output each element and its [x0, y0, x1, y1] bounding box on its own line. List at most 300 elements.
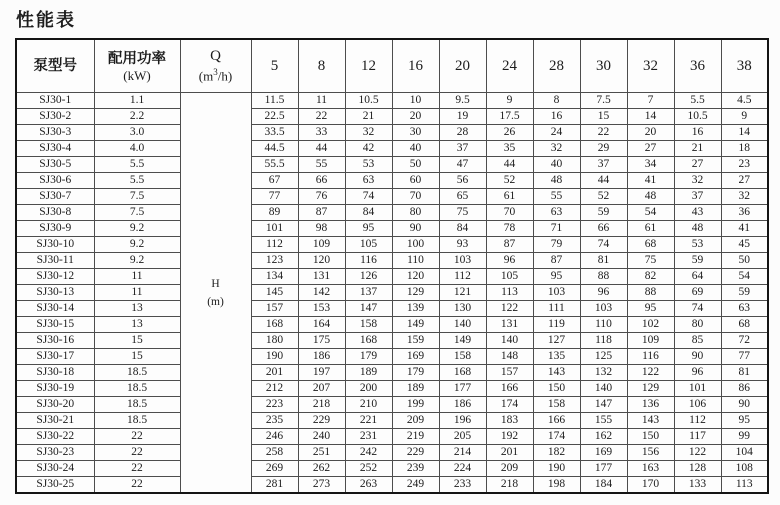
head-value-cell: 95	[627, 301, 674, 317]
head-value-cell: 75	[439, 205, 486, 221]
head-value-cell: 214	[439, 445, 486, 461]
head-value-cell: 218	[298, 397, 345, 413]
head-value-cell: 35	[486, 141, 533, 157]
table-row	[16, 445, 768, 461]
head-value-cell: 281	[251, 477, 298, 494]
table-header	[16, 39, 768, 93]
head-value-cell: 37	[439, 141, 486, 157]
head-value-cell: 80	[392, 205, 439, 221]
header-flow-value: 5	[251, 39, 298, 93]
model-cell: SJ30-7	[16, 189, 94, 205]
model-cell: SJ30-11	[16, 253, 94, 269]
header-flow-q	[180, 39, 251, 93]
model-cell: SJ30-18	[16, 365, 94, 381]
head-value-cell: 84	[439, 221, 486, 237]
head-value-cell: 77	[721, 349, 768, 365]
model-cell: SJ30-24	[16, 461, 94, 477]
head-value-cell: 24	[533, 125, 580, 141]
header-flow-value: 24	[486, 39, 533, 93]
header-power-label: 配用功率	[108, 50, 166, 67]
table-row	[16, 317, 768, 333]
power-cell: 22	[94, 445, 180, 461]
head-value-cell: 18	[721, 141, 768, 157]
head-value-cell: 116	[345, 253, 392, 269]
head-value-cell: 131	[298, 269, 345, 285]
head-value-cell: 112	[251, 237, 298, 253]
head-value-cell: 143	[627, 413, 674, 429]
head-value-cell: 7.5	[580, 93, 627, 109]
head-value-cell: 136	[627, 397, 674, 413]
head-value-cell: 129	[392, 285, 439, 301]
head-value-cell: 50	[721, 253, 768, 269]
head-value-cell: 133	[674, 477, 721, 494]
table-row	[16, 477, 768, 494]
power-cell: 18.5	[94, 413, 180, 429]
head-value-cell: 145	[251, 285, 298, 301]
head-value-cell: 112	[439, 269, 486, 285]
head-value-cell: 169	[392, 349, 439, 365]
head-value-cell: 90	[392, 221, 439, 237]
header-flow-value: 28	[533, 39, 580, 93]
head-value-cell: 159	[392, 333, 439, 349]
head-value-cell: 135	[533, 349, 580, 365]
head-value-cell: 43	[674, 205, 721, 221]
head-value-cell: 105	[486, 269, 533, 285]
table-row	[16, 397, 768, 413]
head-value-cell: 9	[486, 93, 533, 109]
head-value-cell: 71	[533, 221, 580, 237]
head-value-cell: 84	[345, 205, 392, 221]
power-cell: 18.5	[94, 381, 180, 397]
power-cell: 4.0	[94, 141, 180, 157]
head-value-cell: 118	[580, 333, 627, 349]
head-value-cell: 26	[486, 125, 533, 141]
head-value-cell: 153	[298, 301, 345, 317]
model-cell: SJ30-4	[16, 141, 94, 157]
head-value-cell: 56	[439, 173, 486, 189]
model-cell: SJ30-1	[16, 93, 94, 109]
head-value-cell: 223	[251, 397, 298, 413]
head-value-cell: 103	[580, 301, 627, 317]
head-value-cell: 262	[298, 461, 345, 477]
head-value-cell: 88	[627, 285, 674, 301]
head-value-cell: 9	[721, 109, 768, 125]
head-value-cell: 126	[345, 269, 392, 285]
model-cell: SJ30-14	[16, 301, 94, 317]
head-value-cell: 142	[298, 285, 345, 301]
head-value-cell: 7	[627, 93, 674, 109]
head-value-cell: 8	[533, 93, 580, 109]
head-value-cell: 55	[533, 189, 580, 205]
head-value-cell: 110	[392, 253, 439, 269]
head-value-cell: 40	[533, 157, 580, 173]
table-row	[16, 269, 768, 285]
power-cell: 18.5	[94, 365, 180, 381]
head-value-cell: 99	[721, 429, 768, 445]
head-value-cell: 11	[298, 93, 345, 109]
header-model-label: 泵型号	[33, 58, 77, 74]
head-value-cell: 42	[345, 141, 392, 157]
head-value-cell: 72	[721, 333, 768, 349]
q-unit: $(m^3/h)$	[198, 67, 233, 84]
head-value-cell: 10.5	[345, 93, 392, 109]
head-value-cell: 20	[627, 125, 674, 141]
power-cell: 9.2	[94, 253, 180, 269]
head-value-cell: 127	[533, 333, 580, 349]
head-value-cell: 192	[486, 429, 533, 445]
header-row	[16, 39, 768, 93]
table-row	[16, 237, 768, 253]
power-cell: 5.5	[94, 157, 180, 173]
head-value-cell: 212	[251, 381, 298, 397]
head-value-cell: 174	[533, 429, 580, 445]
head-value-cell: 9.5	[439, 93, 486, 109]
header-power-unit: (kW)	[123, 67, 151, 83]
head-value-cell: 179	[345, 349, 392, 365]
head-value-cell: 95	[533, 269, 580, 285]
head-value-cell: 63	[345, 173, 392, 189]
header-flow-value: 16	[392, 39, 439, 93]
head-value-cell: 44	[298, 141, 345, 157]
head-value-cell: 180	[251, 333, 298, 349]
head-value-cell: 59	[721, 285, 768, 301]
head-unit-line1: H	[211, 277, 220, 290]
table-row	[16, 413, 768, 429]
head-value-cell: 252	[345, 461, 392, 477]
table-body	[16, 93, 768, 494]
head-value-cell: 61	[486, 189, 533, 205]
head-value-cell: 166	[533, 413, 580, 429]
head-value-cell: 70	[486, 205, 533, 221]
power-cell: 9.2	[94, 221, 180, 237]
head-value-cell: 48	[533, 173, 580, 189]
head-value-cell: 80	[674, 317, 721, 333]
head-value-cell: 122	[627, 365, 674, 381]
head-value-cell: 29	[580, 141, 627, 157]
head-value-cell: 47	[439, 157, 486, 173]
head-value-cell: 33.5	[251, 125, 298, 141]
head-value-cell: 82	[627, 269, 674, 285]
table-row	[16, 157, 768, 173]
head-value-cell: 32	[345, 125, 392, 141]
head-value-cell: 177	[580, 461, 627, 477]
head-value-cell: 125	[580, 349, 627, 365]
header-flow-value: 38	[721, 39, 768, 93]
head-value-cell: 239	[392, 461, 439, 477]
head-value-cell: 54	[721, 269, 768, 285]
head-value-cell: 164	[298, 317, 345, 333]
head-value-cell: 131	[486, 317, 533, 333]
head-value-cell: 86	[721, 381, 768, 397]
head-value-cell: 162	[580, 429, 627, 445]
head-value-cell: 197	[298, 365, 345, 381]
head-value-cell: 147	[345, 301, 392, 317]
head-value-cell: 190	[533, 461, 580, 477]
head-value-cell: 44	[580, 173, 627, 189]
table-row	[16, 381, 768, 397]
head-unit-cell	[180, 93, 251, 494]
head-value-cell: 179	[392, 365, 439, 381]
head-value-cell: 32	[674, 173, 721, 189]
head-value-cell: 168	[345, 333, 392, 349]
head-value-cell: 155	[580, 413, 627, 429]
head-value-cell: 23	[721, 157, 768, 173]
model-cell: SJ30-21	[16, 413, 94, 429]
head-value-cell: 184	[580, 477, 627, 494]
head-value-cell: 67	[251, 173, 298, 189]
head-value-cell: 70	[392, 189, 439, 205]
head-value-cell: 48	[674, 221, 721, 237]
head-value-cell: 64	[674, 269, 721, 285]
head-value-cell: 139	[392, 301, 439, 317]
model-cell: SJ30-3	[16, 125, 94, 141]
head-value-cell: 11.5	[251, 93, 298, 109]
head-value-cell: 89	[251, 205, 298, 221]
header-flow-value: 36	[674, 39, 721, 93]
head-value-cell: 158	[345, 317, 392, 333]
head-value-cell: 104	[721, 445, 768, 461]
table-row	[16, 205, 768, 221]
header-flow-value: 12	[345, 39, 392, 93]
head-value-cell: 66	[298, 173, 345, 189]
head-value-cell: 44	[486, 157, 533, 173]
power-cell: 2.2	[94, 109, 180, 125]
header-power	[94, 39, 180, 93]
head-value-cell: 88	[580, 269, 627, 285]
head-value-cell: 201	[251, 365, 298, 381]
head-value-cell: 157	[486, 365, 533, 381]
head-value-cell: 36	[721, 205, 768, 221]
head-value-cell: 150	[627, 429, 674, 445]
head-value-cell: 45	[721, 237, 768, 253]
model-cell: SJ30-25	[16, 477, 94, 494]
head-value-cell: 32	[721, 189, 768, 205]
q-symbol: Q	[210, 48, 221, 65]
head-value-cell: 149	[392, 317, 439, 333]
head-value-cell: 168	[251, 317, 298, 333]
head-value-cell: 169	[580, 445, 627, 461]
head-value-cell: 60	[392, 173, 439, 189]
head-value-cell: 166	[486, 381, 533, 397]
head-value-cell: 66	[580, 221, 627, 237]
head-value-cell: 177	[439, 381, 486, 397]
model-cell: SJ30-10	[16, 237, 94, 253]
head-value-cell: 53	[674, 237, 721, 253]
head-value-cell: 182	[533, 445, 580, 461]
head-value-cell: 5.5	[674, 93, 721, 109]
head-value-cell: 175	[298, 333, 345, 349]
head-value-cell: 16	[533, 109, 580, 125]
head-value-cell: 52	[580, 189, 627, 205]
power-cell: 7.5	[94, 189, 180, 205]
head-value-cell: 157	[251, 301, 298, 317]
head-value-cell: 69	[674, 285, 721, 301]
head-value-cell: 27	[627, 141, 674, 157]
head-value-cell: 189	[392, 381, 439, 397]
head-value-cell: 74	[674, 301, 721, 317]
head-value-cell: 119	[533, 317, 580, 333]
head-value-cell: 74	[580, 237, 627, 253]
head-value-cell: 163	[627, 461, 674, 477]
power-cell: 5.5	[94, 173, 180, 189]
head-value-cell: 14	[627, 109, 674, 125]
head-value-cell: 251	[298, 445, 345, 461]
head-value-cell: 201	[486, 445, 533, 461]
performance-table	[15, 38, 769, 494]
head-value-cell: 103	[533, 285, 580, 301]
head-value-cell: 158	[533, 397, 580, 413]
head-value-cell: 130	[439, 301, 486, 317]
head-value-cell: 112	[674, 413, 721, 429]
table-row	[16, 253, 768, 269]
head-value-cell: 221	[345, 413, 392, 429]
head-value-cell: 75	[627, 253, 674, 269]
head-value-cell: 81	[580, 253, 627, 269]
head-value-cell: 229	[298, 413, 345, 429]
head-value-cell: 30	[392, 125, 439, 141]
head-value-cell: 200	[345, 381, 392, 397]
head-value-cell: 113	[721, 477, 768, 494]
table-row	[16, 109, 768, 125]
head-value-cell: 77	[251, 189, 298, 205]
head-value-cell: 209	[392, 413, 439, 429]
model-cell: SJ30-13	[16, 285, 94, 301]
head-value-cell: 140	[580, 381, 627, 397]
head-value-cell: 140	[486, 333, 533, 349]
model-cell: SJ30-22	[16, 429, 94, 445]
head-value-cell: 74	[345, 189, 392, 205]
head-value-cell: 113	[486, 285, 533, 301]
head-value-cell: 186	[298, 349, 345, 365]
head-value-cell: 59	[674, 253, 721, 269]
head-value-cell: 21	[345, 109, 392, 125]
head-value-cell: 63	[721, 301, 768, 317]
power-cell: 22	[94, 477, 180, 494]
model-cell: SJ30-20	[16, 397, 94, 413]
head-value-cell: 209	[486, 461, 533, 477]
power-cell: 15	[94, 349, 180, 365]
model-cell: SJ30-19	[16, 381, 94, 397]
table-row	[16, 221, 768, 237]
model-cell: SJ30-15	[16, 317, 94, 333]
head-value-cell: 198	[533, 477, 580, 494]
head-value-cell: 263	[345, 477, 392, 494]
head-value-cell: 98	[298, 221, 345, 237]
head-value-cell: 233	[439, 477, 486, 494]
power-cell: 11	[94, 269, 180, 285]
head-value-cell: 4.5	[721, 93, 768, 109]
power-cell: 7.5	[94, 205, 180, 221]
head-value-cell: 20	[392, 109, 439, 125]
head-value-cell: 96	[486, 253, 533, 269]
head-value-cell: 273	[298, 477, 345, 494]
model-cell: SJ30-16	[16, 333, 94, 349]
head-value-cell: 174	[486, 397, 533, 413]
head-value-cell: 40	[392, 141, 439, 157]
head-value-cell: 120	[392, 269, 439, 285]
head-value-cell: 128	[674, 461, 721, 477]
head-value-cell: 93	[439, 237, 486, 253]
head-value-cell: 129	[627, 381, 674, 397]
head-value-cell: 96	[674, 365, 721, 381]
head-value-cell: 106	[674, 397, 721, 413]
power-cell: 13	[94, 301, 180, 317]
head-value-cell: 41	[627, 173, 674, 189]
head-value-cell: 22	[298, 109, 345, 125]
head-value-cell: 229	[392, 445, 439, 461]
header-flow-value: 32	[627, 39, 674, 93]
head-value-cell: 156	[627, 445, 674, 461]
head-value-cell: 183	[486, 413, 533, 429]
head-value-cell: 116	[627, 349, 674, 365]
head-unit-line2: (m)	[207, 295, 224, 308]
head-value-cell: 55	[298, 157, 345, 173]
head-value-cell: 123	[251, 253, 298, 269]
power-cell: 18.5	[94, 397, 180, 413]
power-cell: 22	[94, 461, 180, 477]
head-value-cell: 189	[345, 365, 392, 381]
head-value-cell: 137	[345, 285, 392, 301]
head-value-cell: 41	[721, 221, 768, 237]
head-value-cell: 103	[439, 253, 486, 269]
head-value-cell: 79	[533, 237, 580, 253]
head-value-cell: 246	[251, 429, 298, 445]
head-value-cell: 76	[298, 189, 345, 205]
head-value-cell: 14	[721, 125, 768, 141]
head-value-cell: 100	[392, 237, 439, 253]
head-value-cell: 90	[674, 349, 721, 365]
head-value-cell: 105	[345, 237, 392, 253]
head-value-cell: 210	[345, 397, 392, 413]
model-cell: SJ30-9	[16, 221, 94, 237]
table-row	[16, 285, 768, 301]
table-row	[16, 365, 768, 381]
head-value-cell: 122	[674, 445, 721, 461]
head-value-cell: 224	[439, 461, 486, 477]
head-value-cell: 109	[627, 333, 674, 349]
head-value-cell: 22.5	[251, 109, 298, 125]
head-value-cell: 147	[580, 397, 627, 413]
head-value-cell: 186	[439, 397, 486, 413]
page-title: 性能表	[16, 10, 76, 30]
head-value-cell: 149	[439, 333, 486, 349]
head-value-cell: 95	[345, 221, 392, 237]
head-value-cell: 87	[533, 253, 580, 269]
head-value-cell: 235	[251, 413, 298, 429]
head-value-cell: 52	[486, 173, 533, 189]
table-row	[16, 301, 768, 317]
head-value-cell: 55.5	[251, 157, 298, 173]
head-value-cell: 121	[439, 285, 486, 301]
head-value-cell: 95	[721, 413, 768, 429]
head-value-cell: 22	[580, 125, 627, 141]
table-row	[16, 189, 768, 205]
head-value-cell: 87	[486, 237, 533, 253]
head-value-cell: 19	[439, 109, 486, 125]
head-value-cell: 190	[251, 349, 298, 365]
head-value-cell: 109	[298, 237, 345, 253]
header-model	[16, 39, 94, 93]
head-value-cell: 148	[486, 349, 533, 365]
head-value-cell: 199	[392, 397, 439, 413]
head-value-cell: 170	[627, 477, 674, 494]
head-value-cell: 32	[533, 141, 580, 157]
head-value-cell: 85	[674, 333, 721, 349]
head-value-cell: 59	[580, 205, 627, 221]
head-value-cell: 27	[721, 173, 768, 189]
head-value-cell: 143	[533, 365, 580, 381]
head-value-cell: 108	[721, 461, 768, 477]
